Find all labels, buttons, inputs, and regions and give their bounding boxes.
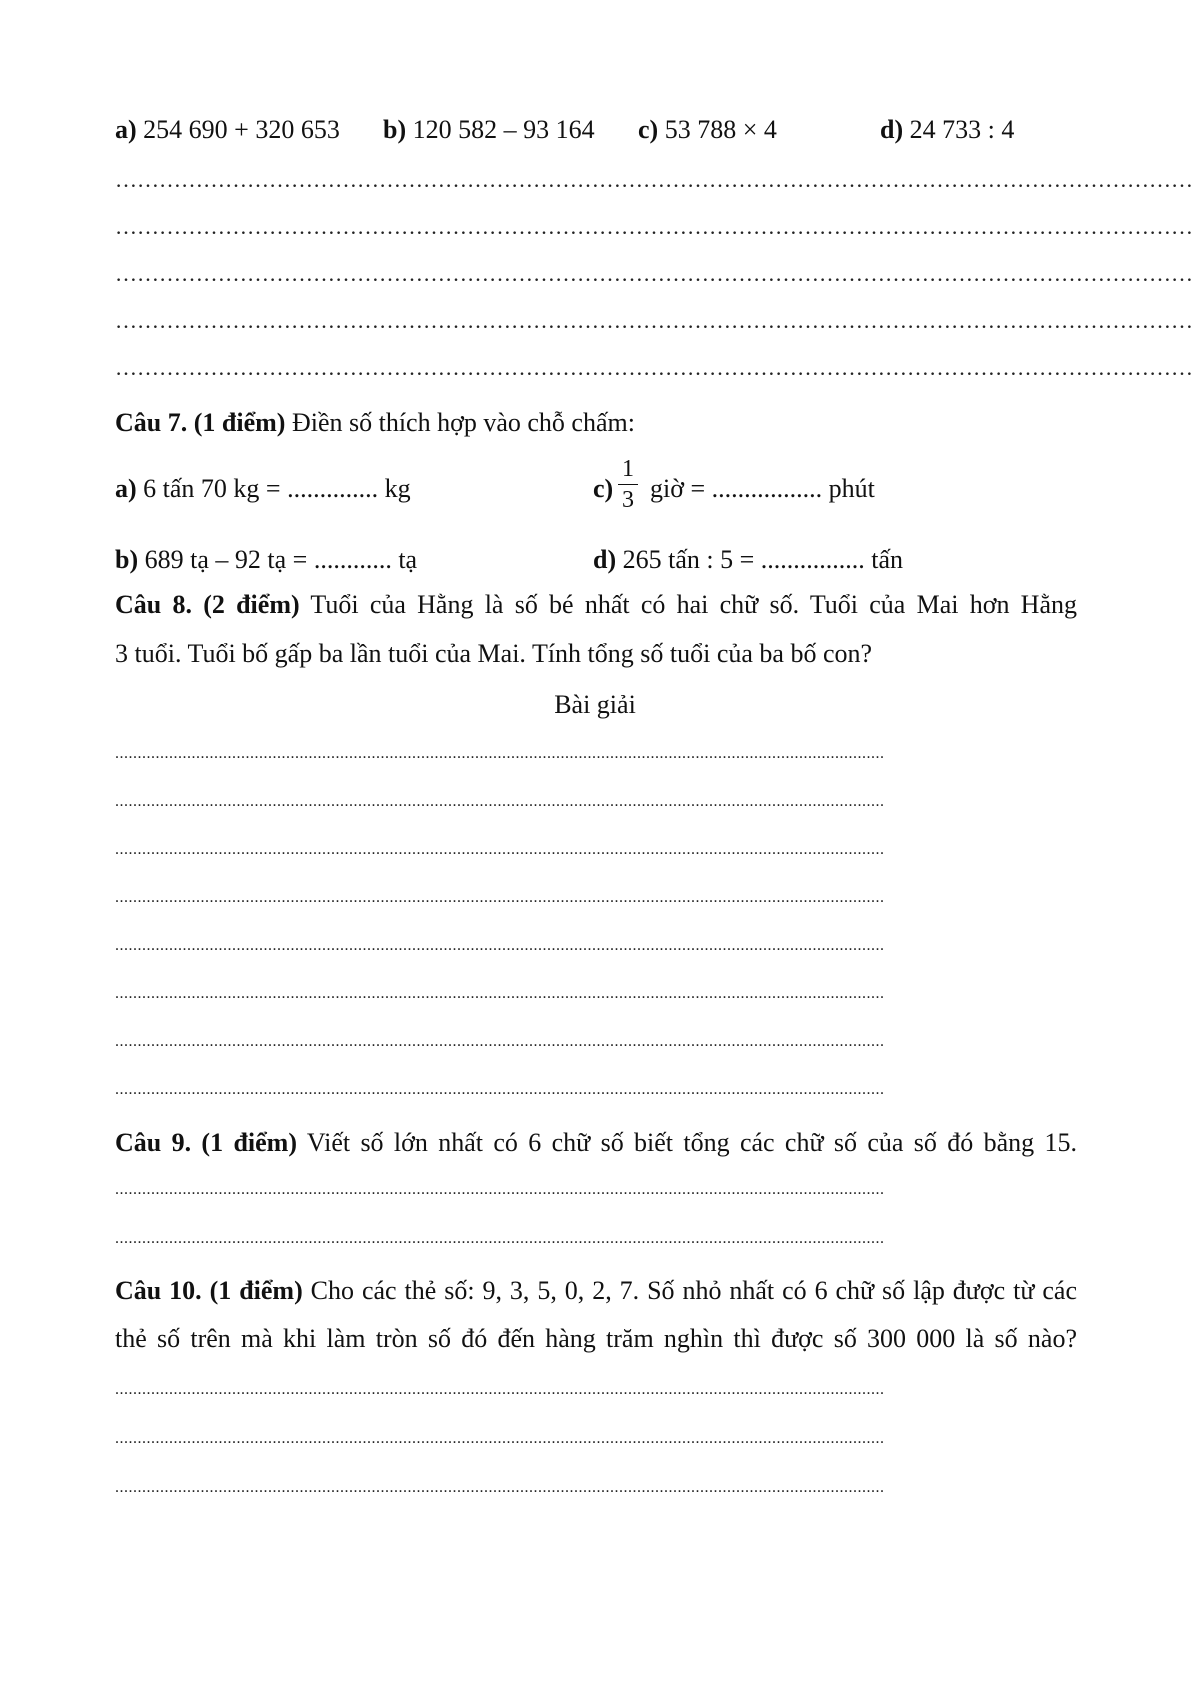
q7-part-c-label: c)	[593, 474, 614, 503]
q7-part-c: giờ = ................. phút	[650, 474, 875, 503]
q6-part-b: b) 120 582 – 93 164	[383, 115, 595, 144]
answer-line[interactable]: …………………………………………………………………………………………………………………………………	[115, 355, 1193, 380]
q10-title: Câu 10. (1 điểm)	[115, 1276, 303, 1305]
fraction-denominator: 3	[622, 487, 634, 513]
q9-line: Câu 9. (1 điểm) Viết số lớn nhất có 6 chữ số biết tổng các chữ số của số đó bằng 15.	[115, 1128, 1078, 1157]
q7-prompt: Điền số thích hợp vào chỗ chấm:	[291, 408, 635, 437]
fraction-bar	[618, 484, 638, 485]
fraction-one-third	[616, 456, 640, 513]
answer-line[interactable]: ...........................................................................................................................................................................	[115, 745, 885, 762]
answer-line[interactable]: ...........................................................................................................................................................................	[115, 985, 885, 1002]
answer-line[interactable]: …………………………………………………………………………………………………………………………………	[115, 308, 1193, 333]
q6-part-c: c) 53 788 × 4	[638, 115, 777, 144]
q6-part-a: a) 254 690 + 320 653	[115, 115, 340, 144]
answer-line[interactable]: …………………………………………………………………………………………………………………………………	[115, 167, 1193, 192]
q9-title: Câu 9. (1 điểm)	[115, 1128, 297, 1157]
answer-line[interactable]: ...........................................................................................................................................................................	[115, 793, 885, 810]
answer-line[interactable]: ...........................................................................................................................................................................	[115, 1479, 885, 1496]
q10-line-2: thẻ số trên mà khi làm tròn số đó đến hàng trăm nghìn thì được số 300 000 là số nào?	[115, 1324, 1077, 1353]
q7-part-d: d) 265 tấn : 5 = ................ tấn	[593, 545, 904, 574]
answer-line[interactable]: ...........................................................................................................................................................................	[115, 1033, 885, 1050]
answer-line[interactable]: ...........................................................................................................................................................................	[115, 1081, 885, 1098]
q7-heading	[115, 406, 1075, 440]
q7-title: Câu 7. (1 điểm)	[115, 408, 286, 437]
q6-part-d: d) 24 733 : 4	[880, 115, 1015, 144]
fraction-numerator: 1	[622, 456, 634, 482]
answer-line[interactable]: ...........................................................................................................................................................................	[115, 1181, 885, 1198]
q7-part-a: a) 6 tấn 70 kg = .............. kg	[115, 474, 411, 503]
q7-part-b: b) 689 tạ – 92 tạ = ............ tạ	[115, 545, 418, 574]
answer-line[interactable]: …………………………………………………………………………………………………………………………………	[115, 261, 1193, 286]
q8-title: Câu 8. (2 điểm)	[115, 590, 300, 619]
answer-line[interactable]: ...........................................................................................................................................................................	[115, 889, 885, 906]
answer-line[interactable]: …………………………………………………………………………………………………………………………………	[115, 214, 1193, 239]
answer-line[interactable]: ...........................................................................................................................................................................	[115, 1381, 885, 1398]
q8-line-2: 3 tuổi. Tuổi bố gấp ba lần tuổi của Mai. Tính tổng số tuổi của ba bố con?	[115, 639, 873, 668]
solution-heading: Bài giải	[554, 690, 636, 719]
q10-line-1: Câu 10. (1 điểm) Cho các thẻ số: 9, 3, 5, 0, 2, 7. Số nhỏ nhất có 6 chữ số lập được từ các	[115, 1276, 1077, 1305]
answer-line[interactable]: ...........................................................................................................................................................................	[115, 937, 885, 954]
q8-line-1: Câu 8. (2 điểm) Tuổi của Hằng là số bé nhất có hai chữ số. Tuổi của Mai hơn Hằng	[115, 590, 1077, 619]
answer-line[interactable]: ...........................................................................................................................................................................	[115, 1230, 885, 1247]
answer-line[interactable]: ...........................................................................................................................................................................	[115, 1430, 885, 1447]
answer-line[interactable]: ...........................................................................................................................................................................	[115, 841, 885, 858]
